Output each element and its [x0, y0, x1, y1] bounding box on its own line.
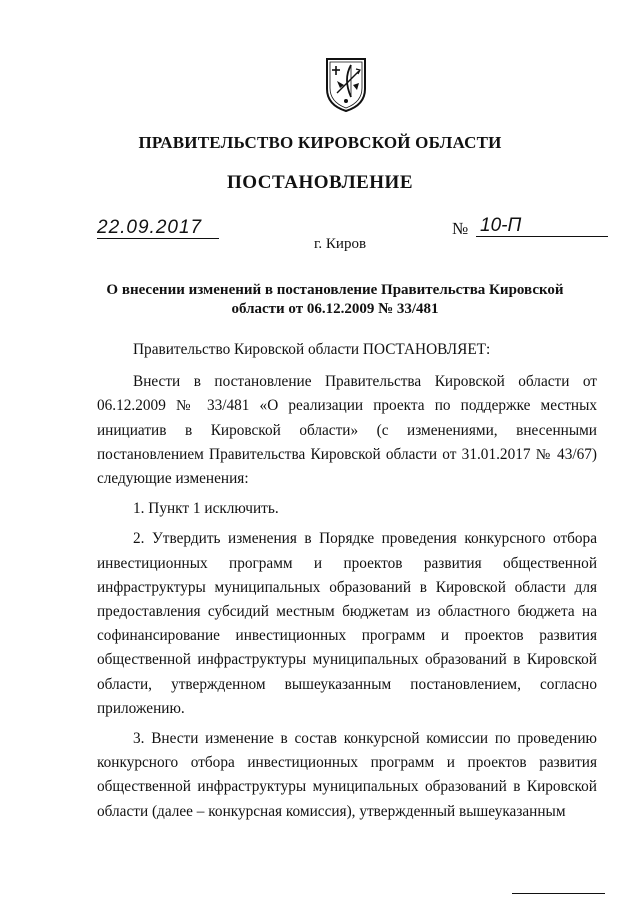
- number-sign: №: [452, 219, 469, 238]
- coat-of-arms-emblem: [323, 55, 369, 113]
- document-number: 10-П: [476, 216, 608, 237]
- document-body: [97, 338, 597, 830]
- document-title-line2: области от 06.12.2009 № 33/481: [231, 301, 439, 317]
- document-type-heading: ПОСТАНОВЛЕНИЕ: [226, 172, 414, 193]
- paragraph-item-3: 3. Внести изменение в состав конкурсной комиссии по проведению конкурсного отбора инвестиционных программ и проектов развития общественной инфраструктуры муниципальных образований в Кировской области (далее – конкурсная комиссия), утвержденный вышеуказанным: [97, 730, 597, 820]
- organization-heading: ПРАВИТЕЛЬСТВО КИРОВСКОЙ ОБЛАСТИ: [138, 133, 502, 152]
- footer-rule: [512, 893, 605, 894]
- paragraph-amend: Внести в постановление Правительства Кировской области от 06.12.2009 № 33/481 «О реализации проекта по поддержке местных инициатив в Кировской области» (с изменениями, внесенными постановлением Правительства Кировской области от 31.01.2017 № 43/67) следующие изменения:: [97, 373, 597, 488]
- preamble-paragraph: Правительство Кировской области ПОСТАНОВЛЯЕТ:: [133, 341, 491, 358]
- paragraph-item-1: 1. Пункт 1 исключить.: [133, 500, 279, 518]
- city-label: г. Киров: [313, 236, 367, 252]
- document-title: [95, 281, 575, 319]
- paragraph-item-2: 2. Утвердить изменения в Порядке проведения конкурсного отбора инвестиционных программ и проектов развития общественной инфраструктуры муниципальных образований в Кировской области для предоставления субсидий местным бюджетам из областного бюджета на софинансирование инвестиционных программ и проектов развития общественной инфраструктуры муниципальных образований в Кировской области, утвержденном вышеуказанным постановлением, согласно приложению.: [97, 530, 597, 717]
- document-title-line1: О внесении изменений в постановление Правительства Кировской: [106, 282, 564, 298]
- document-date: 22.09.2017: [97, 218, 219, 239]
